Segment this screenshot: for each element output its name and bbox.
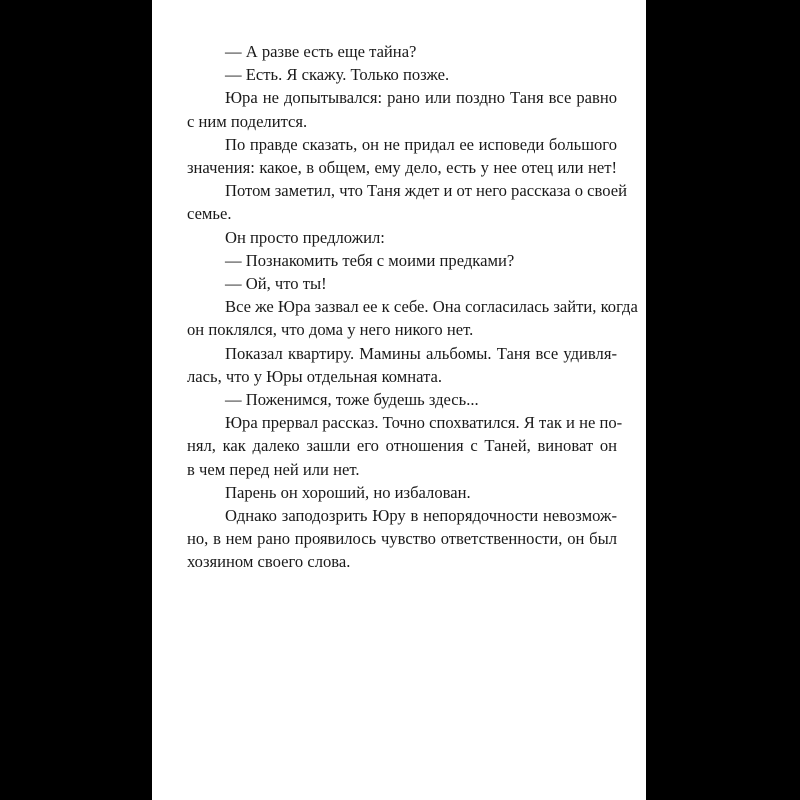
text-line: Парень он хороший, но избалован. <box>225 482 471 502</box>
text-line: — Познакомить тебя с моими предками? <box>225 250 515 270</box>
text-line: Все же Юра зазвал ее к себе. Она согласилась зайти, когда <box>225 297 638 317</box>
text-line: Юра прервал рассказ. Точно спохватился. Я так и не по- <box>225 413 623 433</box>
text-line: он поклялся, что дома у него никого нет. <box>187 320 474 340</box>
text-line: хозяином своего слова. <box>187 552 351 572</box>
text-line: — А разве есть еще тайна? <box>225 42 417 61</box>
text-line: нял, как далеко зашли его отношения с Таней, виноват он <box>187 436 617 456</box>
page-text <box>187 40 638 574</box>
text-line: — Поженимся, тоже будешь здесь... <box>225 390 479 410</box>
text-line: семье. <box>187 204 232 224</box>
text-line: значения: какое, в общем, ему дело, есть у нее отец или нет! <box>187 158 617 178</box>
text-line: По правде сказать, он не придал ее исповеди большого <box>225 134 617 154</box>
text-line: Он просто предложил: <box>225 227 385 247</box>
text-line: в чем перед ней или нет. <box>187 459 360 479</box>
text-line: но, в нем рано проявилось чувство ответственности, он был <box>187 529 617 549</box>
left-black-bar <box>0 0 152 800</box>
text-line: — Ой, что ты! <box>225 274 327 294</box>
text-line: — Есть. Я скажу. Только позже. <box>225 65 450 85</box>
text-line: Юра не допытывался: рано или поздно Таня все равно <box>225 88 617 108</box>
text-line: Показал квартиру. Мамины альбомы. Таня все удивля- <box>225 343 617 363</box>
right-black-bar <box>646 0 800 800</box>
text-line: Потом заметил, что Таня ждет и от него рассказа о своей <box>225 181 627 201</box>
text-line: Однако заподозрить Юру в непорядочности невозмож- <box>225 506 617 526</box>
text-line: лась, что у Юры отдельная комната. <box>187 366 443 386</box>
book-page <box>152 0 646 800</box>
text-line: с ним поделится. <box>187 111 308 131</box>
